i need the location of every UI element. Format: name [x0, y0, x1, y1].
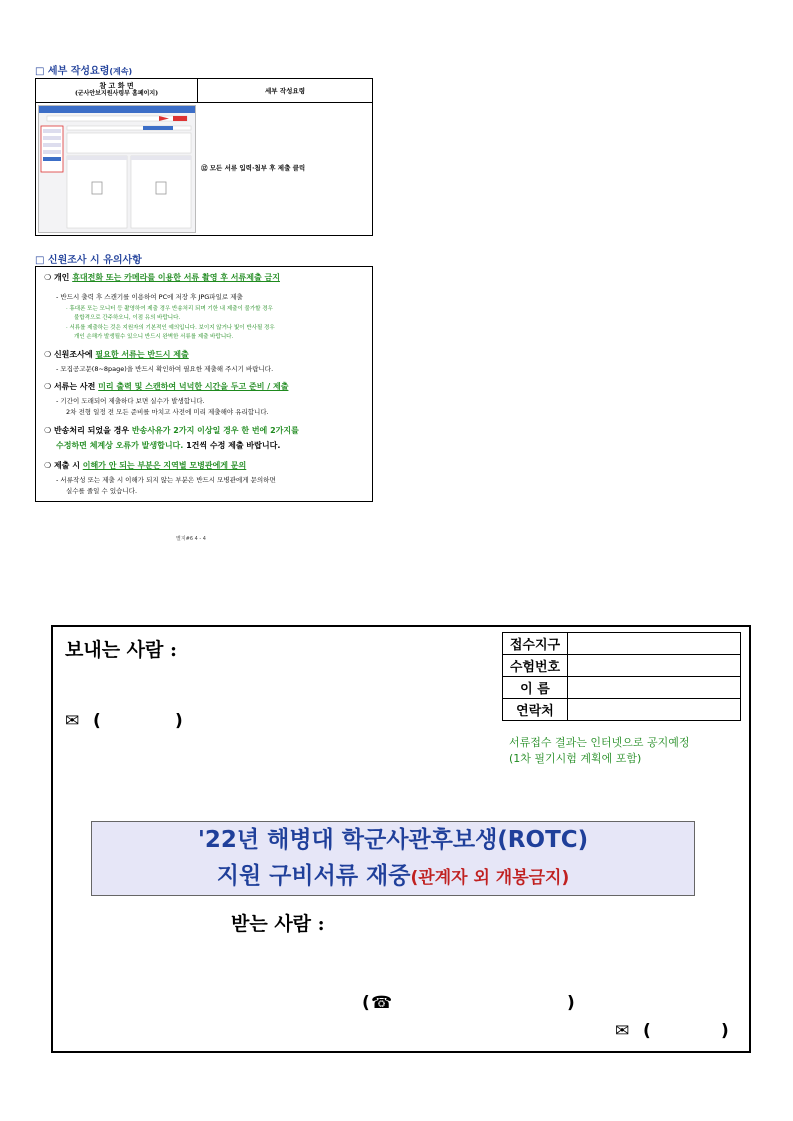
result-notice [509, 735, 690, 767]
page-number: 별지#6 4 - 4 [176, 536, 206, 542]
sender-paren-open: ( [93, 711, 101, 731]
table-row [503, 699, 741, 721]
item2-prefix: ❍ 신원조사에 [44, 350, 96, 359]
reference-screenshot [38, 105, 196, 233]
sender-label: 보내는 사람 : [65, 639, 178, 661]
item5-sub-b: 실수를 줄일 수 있습니다. [66, 487, 138, 495]
info-value [568, 677, 741, 699]
item5-highlight: 이해가 안 되는 부분은 지역별 모병관에게 문의 [82, 461, 247, 470]
item3-sub-a: - 기간이 도래되어 제출하다 보면 실수가 발생합니다. [56, 397, 205, 405]
info-label: 접수지구 [503, 633, 568, 655]
receiver-paren-close: ) [567, 993, 575, 1013]
item1-sub-a: - 반드시 출력 후 스캔기를 이용하여 PC에 저장 후 JPG파일로 제출 [56, 293, 243, 301]
receiver-mail-paren-close: ) [721, 1021, 729, 1041]
detail-section-title [35, 62, 132, 77]
screenshot-mock [39, 106, 195, 232]
notice-item-5 [44, 460, 246, 471]
ref-header-right: 세부 작성요령 [198, 79, 372, 103]
item5-prefix: ❍ 제출 시 [44, 461, 83, 470]
receiver-paren-open: ( [362, 993, 370, 1013]
item1-sub-e: 개인 손해가 발생될수 있으니 반드시 완벽한 서류를 제출 바랍니다. [74, 334, 234, 340]
table-row [503, 677, 741, 699]
reference-table [35, 78, 373, 236]
envelope-label [51, 625, 751, 1053]
info-label: 이 름 [503, 677, 568, 699]
sender-paren-close: ) [175, 711, 183, 731]
item2-sub-a: - 모집공고문(8~8page)을 반드시 확인하여 필요한 제출해 주시기 바랍니다. [56, 365, 274, 373]
notice-item-4 [44, 425, 299, 436]
info-value [568, 699, 741, 721]
item1-sub-c: 불합격으로 간주하오니, 이점 유의 바랍니다. [74, 315, 181, 321]
item1-sub-b: · 휴대폰 또는 모니터 등 촬영하여 제출 경우 반송처리 되며 기한 내 제출이 불가할 경우 [66, 306, 273, 312]
applicant-info-table [502, 632, 741, 721]
ref-header-left-title: 참 고 화 면 [99, 81, 134, 90]
ref-header-left-subtitle: (군사안보지원사령부 홈페이지) [74, 90, 159, 97]
ref-description: ⑫ 모든 서류 입력·첨부 후 제출 클릭 [201, 164, 306, 172]
item4-prefix: ❍ 반송처리 되었을 경우 [44, 426, 132, 435]
notice-item-2 [44, 349, 189, 360]
info-label: 연락처 [503, 699, 568, 721]
note-line-1: 서류접수 결과는 인터넷으로 공지예정 [509, 736, 690, 749]
ref-header-left [36, 79, 198, 103]
item4-line2-rest: 1건씩 수정 제출 바랍니다. [183, 441, 281, 450]
item1-highlight: 휴대전화 또는 카메라를 이용한 서류 촬영 후 서류제출 금지 [72, 273, 280, 282]
notice-box [35, 266, 373, 502]
info-value [568, 633, 741, 655]
info-value [568, 655, 741, 677]
item1-prefix: ❍ 개인 [44, 273, 73, 282]
receiver-mail-icon: ✉ [615, 1021, 630, 1041]
item2-highlight: 필요한 서류는 반드시 제출 [95, 350, 189, 359]
item1-sub-d: · 서류를 제출하는 것은 지원자의 기본적인 예의입니다. 보이지 않거나 빛이 반사될 경우 [66, 325, 275, 331]
notice-item-4-line2 [56, 440, 280, 451]
banner-line-2-warning: (관계자 외 개봉금지) [410, 868, 570, 888]
banner-line-1: '22년 해병대 학군사관후보생(ROTC) [197, 827, 589, 853]
receiver-mail-paren-open: ( [643, 1021, 651, 1041]
table-row [503, 633, 741, 655]
item3-sub-b: 2차 전형 일정 전 모든 준비를 마치고 사전에 미리 제출해야 유리합니다. [66, 408, 269, 416]
notice-item-1 [44, 272, 280, 283]
receiver-label: 받는 사람 : [231, 913, 325, 935]
detail-title-suffix: (계속) [109, 67, 133, 76]
banner-line-2-main: 지원 구비서류 재중 [216, 863, 411, 889]
phone-icon: ☎ [371, 993, 393, 1013]
item5-sub-a: - 서류작성 또는 제출 시 이해가 되지 않는 부분은 반드시 모병관에게 문의하면 [56, 476, 276, 484]
sender-mail-icon: ✉ [65, 711, 80, 731]
item3-highlight: 미리 출력 및 스캔하여 넉넉한 시간을 두고 준비 / 제출 [98, 382, 289, 391]
item3-prefix: ❍ 서류는 사전 [44, 382, 99, 391]
info-label: 수험번호 [503, 655, 568, 677]
title-banner [91, 821, 695, 896]
item4-line2-green: 수정하면 체계상 오류가 발생합니다. [56, 441, 184, 450]
item4-highlight: 반송사유가 2가지 이상일 경우 한 번에 2가지를 [131, 426, 299, 435]
banner-line-2 [92, 858, 694, 896]
table-row [503, 655, 741, 677]
detail-title-text: □ 세부 작성요령 [35, 66, 110, 77]
notice-item-3 [44, 381, 288, 392]
notice-section-title: □ 신원조사 시 유의사항 [35, 255, 142, 266]
note-line-2: (1차 필기시험 계획에 포함) [509, 752, 642, 765]
